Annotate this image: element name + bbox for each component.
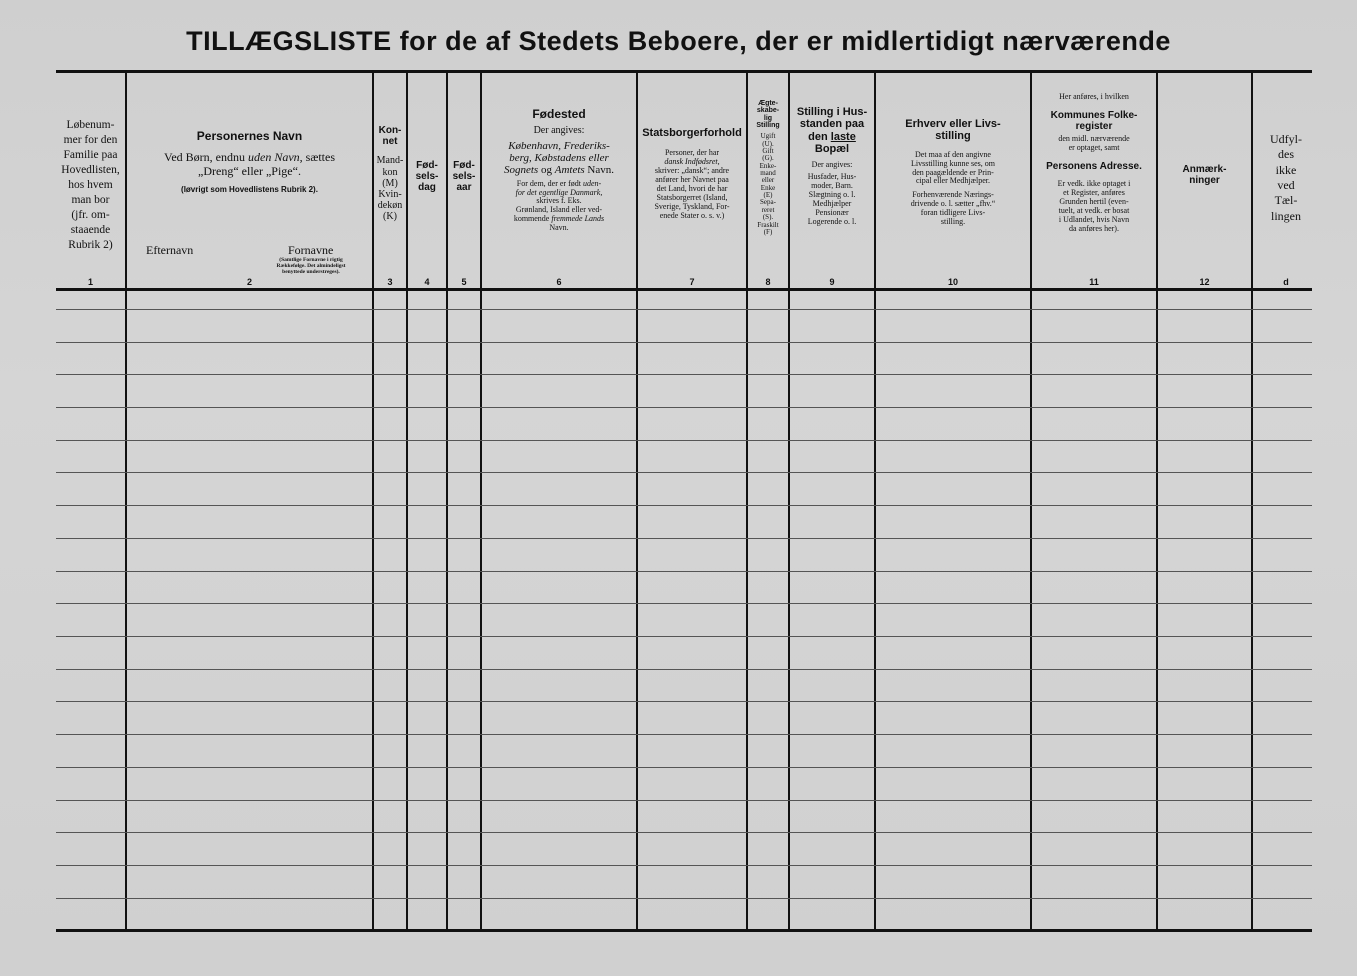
column-number: 4 (424, 277, 430, 287)
row-rule (56, 505, 1312, 506)
header-heading: Stilling i Hus- (796, 106, 868, 118)
header-text: fremmede Lands (551, 214, 605, 224)
note-text: Rækkefølge. Det almindeligst (276, 263, 346, 270)
header-heading: aar (456, 182, 472, 194)
header-text: Gift (762, 147, 774, 156)
header-text: Løbenum- (66, 119, 115, 131)
header-text: Enke- (759, 161, 777, 170)
header-text: Grønland, Island eller ved- (515, 205, 603, 215)
row-rule (56, 701, 1312, 702)
header-text: staaende (70, 223, 111, 236)
header-text: Grunden hertil (even- (1059, 197, 1129, 207)
header-text: uden Navn, (248, 150, 303, 165)
header-text: Personer, der har (664, 148, 720, 158)
row-rule (56, 636, 1312, 637)
page-title: TILLÆGSLISTE for de af Stedets Beboere, der er midlertidigt nærværende (186, 26, 1171, 56)
header-text: skriver: „dansk“; andre (654, 166, 730, 176)
header-heading: den (808, 130, 828, 143)
row-rule (56, 898, 1312, 899)
note-text: (Samtlige Fornavne i rigtig (279, 257, 343, 263)
header-text: Amtets (554, 164, 585, 177)
header-text: enede Stater o. s. v.) (659, 210, 725, 220)
row-rule (56, 800, 1312, 801)
column-number: 5 (461, 277, 467, 287)
header-heading: standen paa (799, 118, 865, 131)
header-fodselsaar (448, 160, 480, 358)
column-number: 10 (947, 277, 958, 287)
row-rule (56, 472, 1312, 473)
header-text: Medhjælper (812, 199, 852, 209)
header-text: skrives f. Eks. (536, 196, 582, 206)
row-rule (56, 669, 1312, 670)
header-text: reret (761, 205, 775, 214)
header-text: Ved Børn, endnu (164, 150, 245, 165)
firstname-note (252, 257, 370, 275)
header-text: den paagældende er Prin- (912, 167, 994, 177)
header-text: ikke (1275, 162, 1297, 177)
header-folkeregister (1032, 93, 1156, 291)
column-number: 9 (829, 277, 835, 287)
header-text: sættes (305, 150, 335, 165)
header-text: kon (382, 166, 398, 178)
header-heading: laste (830, 130, 856, 143)
row-rule (56, 538, 1312, 539)
header-text: (G). (762, 154, 774, 163)
header-text: Familie paa (63, 148, 118, 161)
row-rule (56, 342, 1312, 343)
row-rule (56, 767, 1312, 768)
header-heading: sels- (415, 171, 439, 183)
header-text: Hovedlisten, (61, 163, 120, 176)
header-text: mer for den (63, 133, 118, 146)
header-heading: stilling (935, 130, 971, 143)
header-heading: Kon- (378, 125, 402, 136)
column-number: 3 (387, 277, 393, 287)
header-heading-row (790, 131, 874, 143)
header-text: dekøn (377, 200, 403, 212)
header-text-row (482, 164, 636, 176)
header-text: (K) (383, 211, 397, 223)
header-text: Der angives: (811, 160, 853, 170)
header-text: cipal eller Medhjælper. (916, 176, 990, 186)
row-rule (56, 734, 1312, 735)
header-kon (374, 125, 406, 323)
header-text: kommende (513, 214, 550, 224)
header-text: Statsborgerret (Island, (656, 193, 728, 203)
header-heading: skabe- (756, 107, 780, 115)
header-text: (M) (382, 177, 398, 189)
header-text: (jfr. om- (71, 208, 110, 221)
column-number: 7 (689, 277, 695, 287)
header-text: Forhenværende Nærings- (912, 190, 994, 200)
header-text: moder, Barn. (811, 181, 853, 191)
header-text: anfører her Navnet paa (655, 175, 729, 185)
header-text: Slægtning o. l. (808, 190, 856, 200)
header-text: eller (761, 176, 775, 185)
header-anmaerkninger (1158, 164, 1251, 362)
header-text: Sverige, Tyskland, For- (654, 202, 730, 212)
header-heading: sels- (452, 171, 476, 183)
note-text: benyttede understreges). (282, 269, 340, 276)
header-text: (Iøvrigt som Hovedlistens Rubrik 2). (181, 185, 318, 195)
column-number: 11 (1089, 277, 1099, 287)
header-heading: dag (418, 182, 436, 194)
header-text: København, Frederiks- (508, 139, 610, 152)
column-number: 1 (87, 277, 93, 287)
header-text: man bor (71, 193, 110, 206)
row-rule (56, 865, 1312, 866)
column-number: d (1283, 277, 1289, 287)
header-text: Logerende o. l. (807, 216, 857, 226)
header-text: Fraskilt (757, 220, 779, 229)
column-number: 6 (556, 277, 562, 287)
header-text: da anføres her). (1069, 224, 1119, 234)
header-heading: lig (763, 114, 773, 122)
header-heading: Stilling (756, 122, 780, 130)
header-text: drivende o. l. sætter „fhv.“ (910, 199, 996, 209)
header-personernes-navn (127, 130, 372, 328)
header-text: mand (760, 169, 776, 178)
row-rule (56, 407, 1312, 408)
header-text: dansk Indfødsret, (664, 157, 720, 167)
header-text: Det maa af den angivne (915, 149, 991, 159)
header-text: For dem, der er født (516, 178, 581, 188)
header-text: Pensionær (815, 208, 849, 218)
header-text: „Dreng“ eller „Pige“. (198, 163, 301, 178)
header-text: for det egentlige Danmark, (515, 187, 603, 197)
header-heading: Erhverv eller Livs- (905, 118, 1001, 130)
header-text: i Udlandet, hvis Navn (1058, 215, 1130, 225)
header-text: (S). (762, 213, 774, 222)
header-stilling-i-husstanden (790, 106, 874, 304)
header-heading: Personens Adresse. (1046, 161, 1142, 173)
header-text-row (127, 151, 372, 164)
header-statsborgerforhold (638, 127, 746, 325)
header-text: Tæl- (1274, 193, 1298, 208)
header-text: hos hvem (68, 178, 113, 191)
header-heading: Fød- (453, 160, 475, 171)
header-text: Sepa- (760, 198, 776, 207)
header-text: Her anføres, i hvilken (1059, 93, 1129, 101)
firstname-label: Fornavne (288, 243, 334, 257)
header-text: det Land, hvori de har (656, 184, 728, 194)
header-heading: Personernes Navn (196, 130, 303, 143)
header-text: og (540, 164, 552, 177)
header-heading: Ægte- (758, 100, 778, 107)
header-text: Sognets (503, 164, 539, 177)
column-number: 2 (246, 277, 252, 287)
header-heading: Fød- (416, 160, 438, 171)
header-udfyldes-ikke (1253, 132, 1319, 330)
header-text: Der angives: (533, 125, 585, 137)
header-heading: Anmærk- (1182, 164, 1227, 175)
header-heading: register (1075, 121, 1113, 133)
header-text: Kvin- (378, 188, 402, 200)
header-heading: ninger (1189, 175, 1220, 187)
header-heading: Statsborgerforhold (642, 127, 742, 139)
header-text: et Register, anføres (1063, 188, 1125, 198)
header-fodselsdag (408, 160, 446, 358)
header-text: (E) (763, 191, 773, 200)
header-text: Navn. (587, 164, 614, 177)
row-rule (56, 440, 1312, 441)
header-text: Mand- (376, 155, 404, 167)
column-number: 8 (765, 277, 771, 287)
header-text: Er vedk. ikke optaget i (1057, 179, 1131, 189)
header-text: tuelt, at vedk. er bosat (1058, 206, 1130, 216)
header-text: berg, Købstadens eller (509, 151, 609, 164)
header-heading: Kommunes Folke- (1050, 109, 1138, 121)
header-heading: Fødested (532, 108, 586, 121)
header-text: (F) (763, 227, 773, 236)
header-text: Husfader, Hus- (807, 172, 857, 182)
header-text: lingen (1271, 208, 1301, 223)
header-text: (U). (762, 139, 774, 148)
header-text: foran tidligere Livs- (920, 208, 986, 218)
surname-label: Efternavn (146, 243, 194, 257)
row-rule (56, 571, 1312, 572)
header-text: uden- (582, 178, 602, 188)
header-text: Navn. (549, 223, 569, 233)
header-text: des (1278, 147, 1294, 162)
header-text: Rubrik 2) (68, 238, 113, 251)
header-text: den midl. nærværende (1058, 134, 1130, 144)
row-rule (56, 603, 1312, 604)
column-number: 12 (1199, 277, 1210, 287)
header-text: ved (1277, 178, 1295, 193)
top-rule (56, 70, 1312, 73)
header-text: stilling. (940, 217, 966, 227)
header-text: Udfyl- (1270, 132, 1302, 146)
header-text: Ugift (760, 132, 776, 141)
header-heading: Bopæl (814, 142, 850, 155)
bottom-rule (56, 929, 1312, 932)
row-rule (56, 374, 1312, 375)
header-aegteskabelig-stilling (748, 100, 788, 298)
header-text: Enke (760, 183, 776, 192)
header-text: Livsstilling kunne ses, om (911, 158, 995, 168)
header-text: er optaget, samt (1068, 143, 1120, 153)
header-heading: net (382, 136, 398, 148)
row-rule (56, 832, 1312, 833)
